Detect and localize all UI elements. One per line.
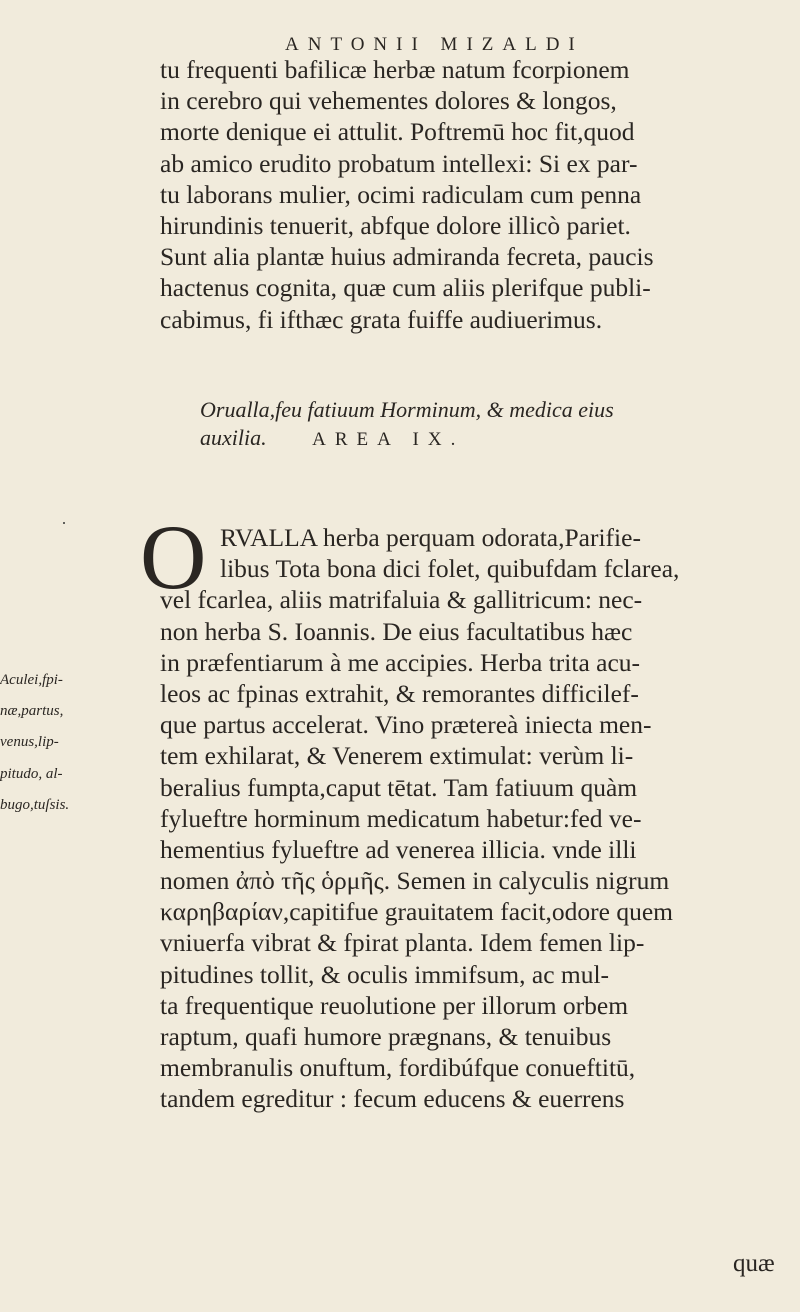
heading-line-2 <box>200 424 760 454</box>
text-line: hirundinis tenuerit, abfque dolore illicò pariet. <box>160 210 631 240</box>
text-line: que partus accelerat. Vino prætereà iniecta men- <box>160 710 652 740</box>
marginal-note-line: pitudo, al- <box>0 765 63 782</box>
text-line: in cerebro qui vehementes dolores & longos, <box>160 86 617 116</box>
text-line: ab amico erudito probatum intellexi: Si ex par- <box>160 148 638 178</box>
text-line: morte denique ei attulit. Poftremū hoc fit,quod <box>160 117 635 147</box>
section-heading <box>200 396 760 454</box>
text-line: nomen ἀπὸ τῆς ὁρμῆς. Semen in calyculis nigrum <box>160 866 670 896</box>
text-line: vel fcarlea, aliis matrifaluia & gallitricum: nec- <box>160 585 643 615</box>
paragraph-2 <box>160 522 772 1115</box>
running-head: ANTONII MIZALDI <box>285 34 584 55</box>
text-line: membranulis onuftum, fordibúfque conueftitū, <box>160 1053 636 1083</box>
text-line: ta frequentique reuolutione per illorum orbem <box>160 990 629 1020</box>
heading-line-2-text: auxilia. <box>200 425 267 450</box>
text-line: καρηβαρίαν,capitifue grauitatem facit,odore quem <box>160 897 673 927</box>
text-line: cabimus, fi ifthæc grata fuiffe audiuerimus. <box>160 304 603 334</box>
text-line: pitudines tollit, & oculis immifsum, ac mul- <box>160 959 610 989</box>
text-line: in præfentiarum à me accipies. Herba trita acu- <box>160 647 641 677</box>
text-line: vniuerfa vibrat & fpirat planta. Idem femen lip- <box>160 928 645 958</box>
area-label: AREA IX. <box>312 429 465 450</box>
text-line: beralius fumpta,caput tētat. Tam fatiuum quàm <box>160 772 638 802</box>
marginal-note-line: Aculei,fpi- <box>0 672 63 688</box>
margin-mark <box>63 522 65 524</box>
text-line: leos ac fpinas extrahit, & remorantes difficilef- <box>160 678 639 708</box>
text-line: RVALLA herba perquam odorata,Parifie- <box>220 523 641 552</box>
text-line: tem exhilarat, & Venerem extimulat: verùm li- <box>160 741 634 771</box>
text-line: libus Tota bona dici folet, quibufdam fclarea, <box>220 554 680 584</box>
marginal-note-line: næ,partus, <box>0 703 64 720</box>
marginal-note <box>0 665 72 821</box>
text-line: Sunt alia plantæ huius admiranda fecreta, paucis <box>160 242 654 272</box>
marginal-note-line: bugo,tuſsis. <box>0 796 70 813</box>
text-line: tu laborans mulier, ocimi radiculam cum penna <box>160 179 642 209</box>
text-line: hementius fylueftre ad venerea illicia. vnde illi <box>160 834 637 864</box>
text-line: hactenus cognita, quæ cum aliis plerifque publi- <box>160 273 651 303</box>
marginal-note-line: venus,lip- <box>0 734 59 751</box>
text-line: tandem egreditur : fecum educens & euerrens <box>160 1084 625 1114</box>
catchword: quæ <box>733 1250 775 1277</box>
text-line: raptum, quafi humore prægnans, & tenuibus <box>160 1022 612 1051</box>
text-line: fylueftre horminum medicatum habetur:fed ve- <box>160 803 642 833</box>
text-line: tu frequenti bafilicæ herbæ natum fcorpionem <box>160 55 630 84</box>
heading-line-1: Orualla,feu fatiuum Horminum, & medica eius <box>200 397 614 422</box>
paragraph-1 <box>160 54 772 335</box>
drop-cap: O <box>140 506 207 608</box>
text-line: non herba S. Ioannis. De eius facultatibus hæc <box>160 616 633 646</box>
